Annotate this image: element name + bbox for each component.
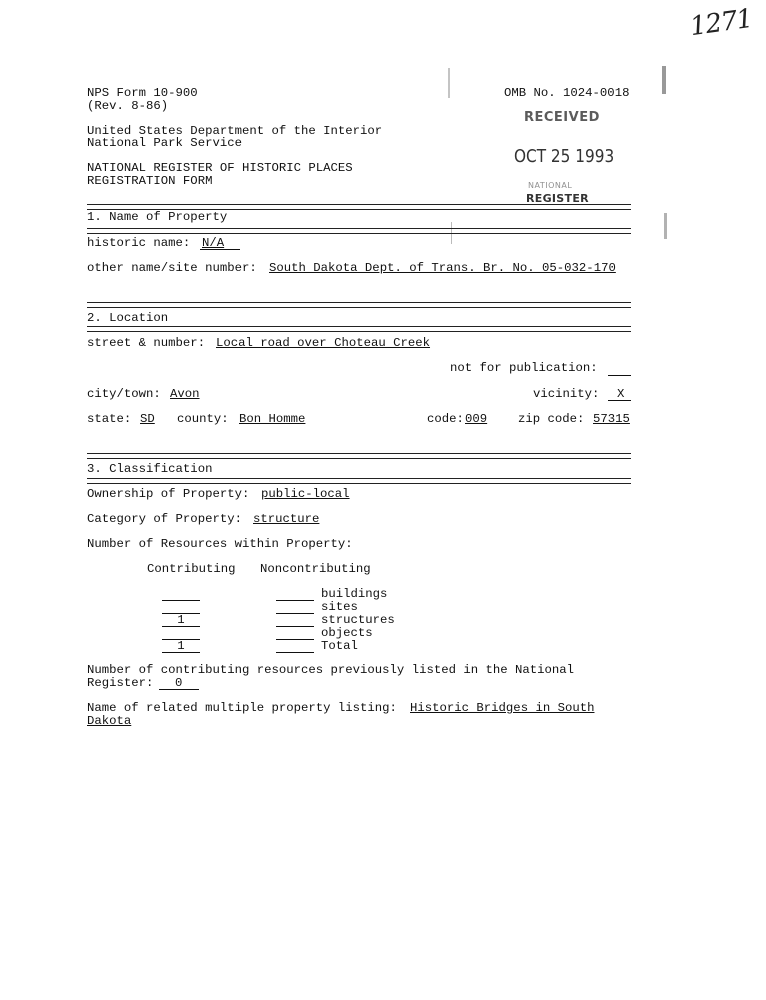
- stamp-register: REGISTER: [526, 192, 589, 205]
- historic-name-value: N/A: [202, 236, 225, 250]
- multiple-listing-value-line1: Historic Bridges in South: [410, 701, 595, 715]
- city-value: Avon: [170, 387, 200, 401]
- department-name: United States Department of the Interior: [87, 124, 383, 138]
- contributing-count-total: 1: [177, 639, 185, 653]
- county-label: county:: [177, 412, 229, 426]
- city-label: city/town:: [87, 387, 161, 401]
- stamp-national: NATIONAL: [528, 181, 573, 190]
- vicinity-label: vicinity:: [533, 387, 600, 401]
- section3-heading: 3. Classification: [87, 462, 213, 476]
- noncontributing-blank: [276, 626, 314, 627]
- contributing-blank: [162, 600, 200, 601]
- contributing-header: Contributing: [147, 562, 236, 576]
- zip-label: zip code:: [518, 412, 585, 426]
- noncontributing-header: Noncontributing: [260, 562, 371, 576]
- received-date: OCT 25 1993: [514, 146, 615, 167]
- ownership-value: public-local: [261, 487, 350, 501]
- resource-type-total: Total: [321, 639, 358, 653]
- zip-value: 57315: [593, 412, 630, 426]
- previously-listed-value: 0: [175, 676, 183, 690]
- multiple-listing-value-line2: Dakota: [87, 714, 132, 728]
- form-revision: (Rev. 8-86): [87, 99, 169, 113]
- resource-type-structures: structures: [321, 613, 395, 627]
- previously-listed-underline: [159, 689, 199, 690]
- code-label: code:: [427, 412, 464, 426]
- omb-number: OMB No. 1024-0018: [504, 86, 630, 100]
- not-for-publication-label: not for publication:: [450, 361, 598, 375]
- register-title: NATIONAL REGISTER OF HISTORIC PLACES: [87, 161, 353, 175]
- county-value: Bon Homme: [239, 412, 306, 426]
- contributing-count-structures: 1: [177, 613, 185, 627]
- ownership-label: Ownership of Property:: [87, 487, 250, 501]
- section-rule: [87, 453, 631, 459]
- other-name-value: South Dakota Dept. of Trans. Br. No. 05-032-170: [269, 261, 616, 275]
- other-name-label: other name/site number:: [87, 261, 257, 275]
- scan-mark: [448, 68, 450, 98]
- section2-heading: 2. Location: [87, 311, 169, 325]
- section-rule: [87, 228, 631, 234]
- state-value: SD: [140, 412, 155, 426]
- resource-type-buildings: buildings: [321, 587, 388, 601]
- noncontributing-blank: [276, 600, 314, 601]
- multiple-listing-label: Name of related multiple property listing:: [87, 701, 397, 715]
- resource-type-objects: objects: [321, 626, 373, 640]
- contributing-blank: [162, 652, 200, 653]
- state-label: state:: [87, 412, 132, 426]
- handwritten-page-number: 1271: [688, 3, 754, 43]
- received-stamp: RECEIVED: [524, 110, 600, 125]
- service-name: National Park Service: [87, 136, 242, 150]
- form-id: NPS Form 10-900: [87, 86, 198, 100]
- category-value: structure: [253, 512, 320, 526]
- previously-listed-line1: Number of contributing resources previously listed in the National: [87, 663, 575, 677]
- category-label: Category of Property:: [87, 512, 242, 526]
- section-rule: [87, 302, 631, 308]
- form-title: REGISTRATION FORM: [87, 174, 213, 188]
- scan-mark: [664, 213, 667, 239]
- section-rule: [87, 478, 631, 484]
- noncontributing-blank: [276, 652, 314, 653]
- resource-type-sites: sites: [321, 600, 358, 614]
- resources-label: Number of Resources within Property:: [87, 537, 353, 551]
- code-value: 009: [465, 412, 488, 426]
- contributing-blank: [162, 626, 200, 627]
- vicinity-underline: [608, 400, 631, 401]
- historic-name-underline: [200, 249, 240, 250]
- not-for-publication-blank: [608, 375, 631, 376]
- scan-mark: [662, 66, 666, 94]
- vicinity-value: X: [617, 387, 625, 401]
- section1-heading: 1. Name of Property: [87, 210, 228, 224]
- street-label: street & number:: [87, 336, 206, 350]
- section-rule: [87, 326, 631, 332]
- historic-name-label: historic name:: [87, 236, 191, 250]
- previously-listed-label: Register:: [87, 676, 154, 690]
- street-value: Local road over Choteau Creek: [216, 336, 431, 350]
- noncontributing-blank: [276, 613, 314, 614]
- noncontributing-blank: [276, 639, 314, 640]
